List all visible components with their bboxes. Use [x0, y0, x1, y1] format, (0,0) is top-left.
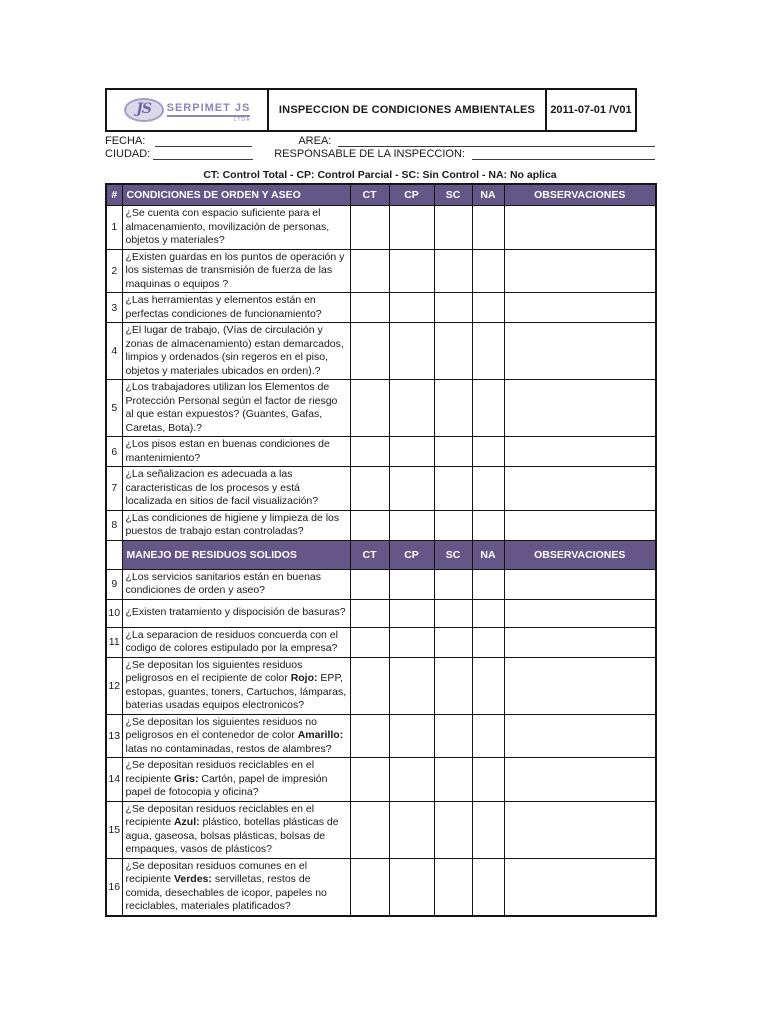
row-number: 2 — [106, 249, 122, 293]
ct-cell[interactable] — [350, 801, 389, 858]
observaciones-cell[interactable] — [504, 293, 656, 323]
ct-cell[interactable] — [350, 249, 389, 293]
na-cell[interactable] — [472, 657, 504, 714]
question-text — [122, 293, 350, 323]
question-pre: ¿La separacion de residuos concuerda con el codigo de colores estipulado por la empresa? — [125, 628, 338, 654]
field-row-1 — [105, 135, 655, 147]
ct-cell[interactable] — [350, 323, 389, 380]
cp-cell[interactable] — [389, 569, 434, 599]
na-cell[interactable] — [472, 714, 504, 758]
observaciones-cell[interactable] — [504, 380, 656, 437]
question-pre: ¿Se depositan residuos comunes en el recipiente — [125, 859, 308, 885]
sc-cell[interactable] — [434, 467, 472, 511]
question-row — [106, 510, 656, 540]
question-pre: ¿Existen guardas en los puntos de operación y los sistemas de transmisión de fuerza de las maquinas o equipos ? — [125, 250, 345, 290]
section-num-cell — [106, 540, 122, 569]
sc-cell[interactable] — [434, 510, 472, 540]
question-row — [106, 599, 656, 627]
question-pre: ¿Se depositan residuos reciclables en el recipiente — [125, 802, 315, 828]
responsable-label: RESPONSABLE DE LA INSPECCION: — [274, 148, 465, 160]
question-text — [122, 510, 350, 540]
sc-cell[interactable] — [434, 293, 472, 323]
na-cell[interactable] — [472, 599, 504, 627]
col-sc: SC — [434, 540, 472, 569]
question-pre: ¿Se cuenta con espacio suficiente para el almacenamiento, movilización de personas, objetos y materiales? — [125, 207, 330, 246]
col-sc: SC — [434, 184, 472, 206]
col-obs: OBSERVACIONES — [504, 184, 656, 206]
row-number: 3 — [106, 293, 122, 323]
na-cell[interactable] — [472, 206, 504, 250]
question-row — [106, 249, 656, 293]
row-number: 7 — [106, 467, 122, 511]
ciudad-label: CIUDAD: — [105, 148, 151, 160]
col-ct: CT — [350, 540, 389, 569]
col-ct: CT — [350, 184, 389, 206]
na-cell[interactable] — [472, 249, 504, 293]
na-cell[interactable] — [472, 293, 504, 323]
sc-cell[interactable] — [434, 714, 472, 758]
col-obs: OBSERVACIONES — [504, 540, 656, 569]
sc-cell[interactable] — [434, 858, 472, 916]
section-title: CONDICIONES DE ORDEN Y ASEO — [122, 184, 350, 206]
na-cell[interactable] — [472, 758, 504, 802]
question-bold: Amarillo: — [297, 729, 344, 741]
fecha-input-line[interactable] — [155, 136, 252, 147]
sc-cell[interactable] — [434, 657, 472, 714]
sc-cell[interactable] — [434, 758, 472, 802]
document-header — [105, 88, 637, 132]
question-bold: Gris: — [173, 772, 199, 785]
responsable-input-line[interactable] — [472, 149, 655, 160]
question-row — [106, 758, 656, 802]
question-row — [106, 801, 656, 858]
ct-cell[interactable] — [350, 599, 389, 627]
observaciones-cell[interactable] — [504, 858, 656, 916]
rating-legend: CT: Control Total - CP: Control Parcial - SC: Sin Control - NA: No aplica — [203, 169, 557, 181]
question-row — [106, 380, 656, 437]
row-number: 12 — [106, 657, 122, 714]
section-header-row — [106, 540, 656, 569]
question-row — [106, 467, 656, 511]
question-post: EPP, estopas, guantes, toners, Cartuchos, lámparas, baterias usadas equipos electronicos? — [125, 672, 347, 711]
col-na: NA — [472, 540, 504, 569]
question-text — [122, 437, 350, 467]
cp-cell[interactable] — [389, 437, 434, 467]
question-row — [106, 569, 656, 599]
ct-cell[interactable] — [350, 858, 389, 916]
question-pre: ¿Se depositan los siguientes residuos peligrosos en el recipiente de color — [125, 658, 303, 684]
observaciones-cell[interactable] — [504, 569, 656, 599]
section-header-row — [106, 184, 656, 206]
row-number: 6 — [106, 437, 122, 467]
row-number: 13 — [106, 714, 122, 758]
area-input-line[interactable] — [338, 136, 655, 147]
question-bold: Verdes: — [173, 873, 212, 885]
ct-cell[interactable] — [350, 293, 389, 323]
fecha-label: FECHA: — [105, 135, 146, 147]
question-pre: ¿La señalizacion es adecuada a las caracteristicas de los procesos y está localizada en sitios de facil visualización? — [125, 468, 319, 507]
cp-cell[interactable] — [389, 323, 434, 380]
inspection-table-body — [106, 184, 656, 916]
sc-cell[interactable] — [434, 627, 472, 657]
cp-cell[interactable] — [389, 599, 434, 627]
sc-cell[interactable] — [434, 801, 472, 858]
ct-cell[interactable] — [350, 657, 389, 714]
observaciones-cell[interactable] — [504, 510, 656, 540]
observaciones-cell[interactable] — [504, 758, 656, 802]
question-text — [122, 858, 350, 916]
row-number: 1 — [106, 206, 122, 250]
cp-cell[interactable] — [389, 801, 434, 858]
ct-cell[interactable] — [350, 714, 389, 758]
area-label: AREA: — [298, 135, 332, 147]
observaciones-cell[interactable] — [504, 206, 656, 250]
observaciones-cell[interactable] — [504, 437, 656, 467]
question-pre: ¿El lugar de trabajo, (Vías de circulación y zonas de almacenamiento) estan demarcados, limpios y ordenados (sin regeros en el piso, objetos y materiales ubicados en orden).? — [125, 324, 344, 377]
question-text — [122, 599, 350, 627]
observaciones-cell[interactable] — [504, 714, 656, 758]
document-version: 2011-07-01 /V01 — [550, 104, 632, 116]
cp-cell[interactable] — [389, 206, 434, 250]
cp-cell[interactable] — [389, 657, 434, 714]
sc-cell[interactable] — [434, 569, 472, 599]
question-pre: ¿Los trabajadores utilizan los Elementos de Protección Personal según el factor de riesgo al que estan expuestos? (Guantes, Gafas, Caretas, Bota).? — [125, 381, 338, 434]
cp-cell[interactable] — [389, 249, 434, 293]
sc-cell[interactable] — [434, 380, 472, 437]
row-number: 11 — [106, 627, 122, 657]
ct-cell[interactable] — [350, 206, 389, 250]
observaciones-cell[interactable] — [504, 627, 656, 657]
row-number: 10 — [106, 599, 122, 627]
question-row — [106, 323, 656, 380]
na-cell[interactable] — [472, 858, 504, 916]
sc-cell[interactable] — [434, 437, 472, 467]
observaciones-cell[interactable] — [504, 249, 656, 293]
inspection-form — [105, 88, 655, 917]
cp-cell[interactable] — [389, 758, 434, 802]
cp-cell[interactable] — [389, 510, 434, 540]
sc-cell[interactable] — [434, 599, 472, 627]
question-bold: Azul: — [173, 816, 200, 828]
question-row — [106, 858, 656, 916]
question-row — [106, 437, 656, 467]
row-number: 16 — [106, 858, 122, 916]
cp-cell[interactable] — [389, 858, 434, 916]
question-text — [122, 714, 350, 758]
question-text — [122, 206, 350, 250]
sc-cell[interactable] — [434, 206, 472, 250]
observaciones-cell[interactable] — [504, 801, 656, 858]
inspection-table — [105, 183, 657, 917]
na-cell[interactable] — [472, 569, 504, 599]
na-cell[interactable] — [472, 323, 504, 380]
ct-cell[interactable] — [350, 467, 389, 511]
form-fields — [105, 135, 655, 160]
col-cp: CP — [389, 184, 434, 206]
question-row — [106, 293, 656, 323]
question-text — [122, 323, 350, 380]
na-cell[interactable] — [472, 627, 504, 657]
company-logo-icon: JS — [124, 98, 164, 122]
question-text — [122, 627, 350, 657]
cp-cell[interactable] — [389, 380, 434, 437]
question-pre: ¿Las condiciones de higiene y limpieza de los puestos de trabajo estan controladas? — [125, 511, 340, 537]
ct-cell[interactable] — [350, 758, 389, 802]
section-num-cell: # — [106, 184, 122, 206]
document-title: INSPECCION DE CONDICIONES AMBIENTALES — [267, 90, 547, 130]
row-number: 5 — [106, 380, 122, 437]
question-pre: ¿Los pisos estan en buenas condiciones de mantenimiento? — [125, 438, 330, 464]
na-cell[interactable] — [472, 437, 504, 467]
company-name: SERPIMET JS — [167, 102, 251, 117]
question-text — [122, 467, 350, 511]
field-row-2 — [105, 148, 655, 160]
question-row — [106, 657, 656, 714]
question-row — [106, 206, 656, 250]
row-number: 9 — [106, 569, 122, 599]
row-number: 4 — [106, 323, 122, 380]
sc-cell[interactable] — [434, 249, 472, 293]
na-cell[interactable] — [472, 380, 504, 437]
ct-cell[interactable] — [350, 437, 389, 467]
question-pre: ¿Se depositan los siguientes residuos no peligrosos en el contenedor de color — [125, 715, 317, 741]
na-cell[interactable] — [472, 510, 504, 540]
company-wordmark — [167, 102, 251, 123]
ct-cell[interactable] — [350, 510, 389, 540]
question-pre: ¿Se depositan residuos reciclables en el recipiente — [125, 759, 315, 785]
question-text — [122, 758, 350, 802]
cp-cell[interactable] — [389, 293, 434, 323]
col-na: NA — [472, 184, 504, 206]
col-cp: CP — [389, 540, 434, 569]
row-number: 14 — [106, 758, 122, 802]
ct-cell[interactable] — [350, 380, 389, 437]
observaciones-cell[interactable] — [504, 599, 656, 627]
question-text — [122, 801, 350, 858]
na-cell[interactable] — [472, 801, 504, 858]
row-number: 15 — [106, 801, 122, 858]
question-pre: ¿Las herramientas y elementos están en perfectas condiciones de funcionamiento? — [125, 294, 322, 320]
question-post: Cartón, papel de impresión papel de fotocopia y oficina? — [125, 772, 328, 798]
row-number: 8 — [106, 510, 122, 540]
observaciones-cell[interactable] — [504, 467, 656, 511]
question-text — [122, 657, 350, 714]
question-row — [106, 714, 656, 758]
cp-cell[interactable] — [389, 627, 434, 657]
company-logo — [107, 90, 267, 130]
question-post: latas no contaminadas, restos de alambres? — [125, 742, 332, 755]
question-bold: Rojo: — [290, 672, 318, 684]
cp-cell[interactable] — [389, 714, 434, 758]
observaciones-cell[interactable] — [504, 323, 656, 380]
question-pre: ¿Existen tratamiento y dispocisión de basuras? — [125, 606, 346, 619]
ct-cell[interactable] — [350, 569, 389, 599]
company-suffix: LTDA — [233, 116, 251, 123]
sc-cell[interactable] — [434, 323, 472, 380]
question-post: servilletas, restos de comida, desechables de icopor, papeles no reciclables, materiales platificados? — [125, 873, 327, 912]
question-pre: ¿Los servicios sanitarios están en buenas condiciones de orden y aseo? — [125, 570, 322, 596]
question-row — [106, 627, 656, 657]
question-text — [122, 380, 350, 437]
observaciones-cell[interactable] — [504, 657, 656, 714]
section-title: MANEJO DE RESIDUOS SOLIDOS — [122, 540, 350, 569]
question-text — [122, 249, 350, 293]
na-cell[interactable] — [472, 467, 504, 511]
question-text — [122, 569, 350, 599]
cp-cell[interactable] — [389, 467, 434, 511]
ciudad-input-line[interactable] — [153, 149, 253, 160]
question-post: plástico, botellas plásticas de agua, gaseosa, bolsas plásticas, bolsas de empaques, vasos de plásticos? — [125, 816, 339, 855]
ct-cell[interactable] — [350, 627, 389, 657]
